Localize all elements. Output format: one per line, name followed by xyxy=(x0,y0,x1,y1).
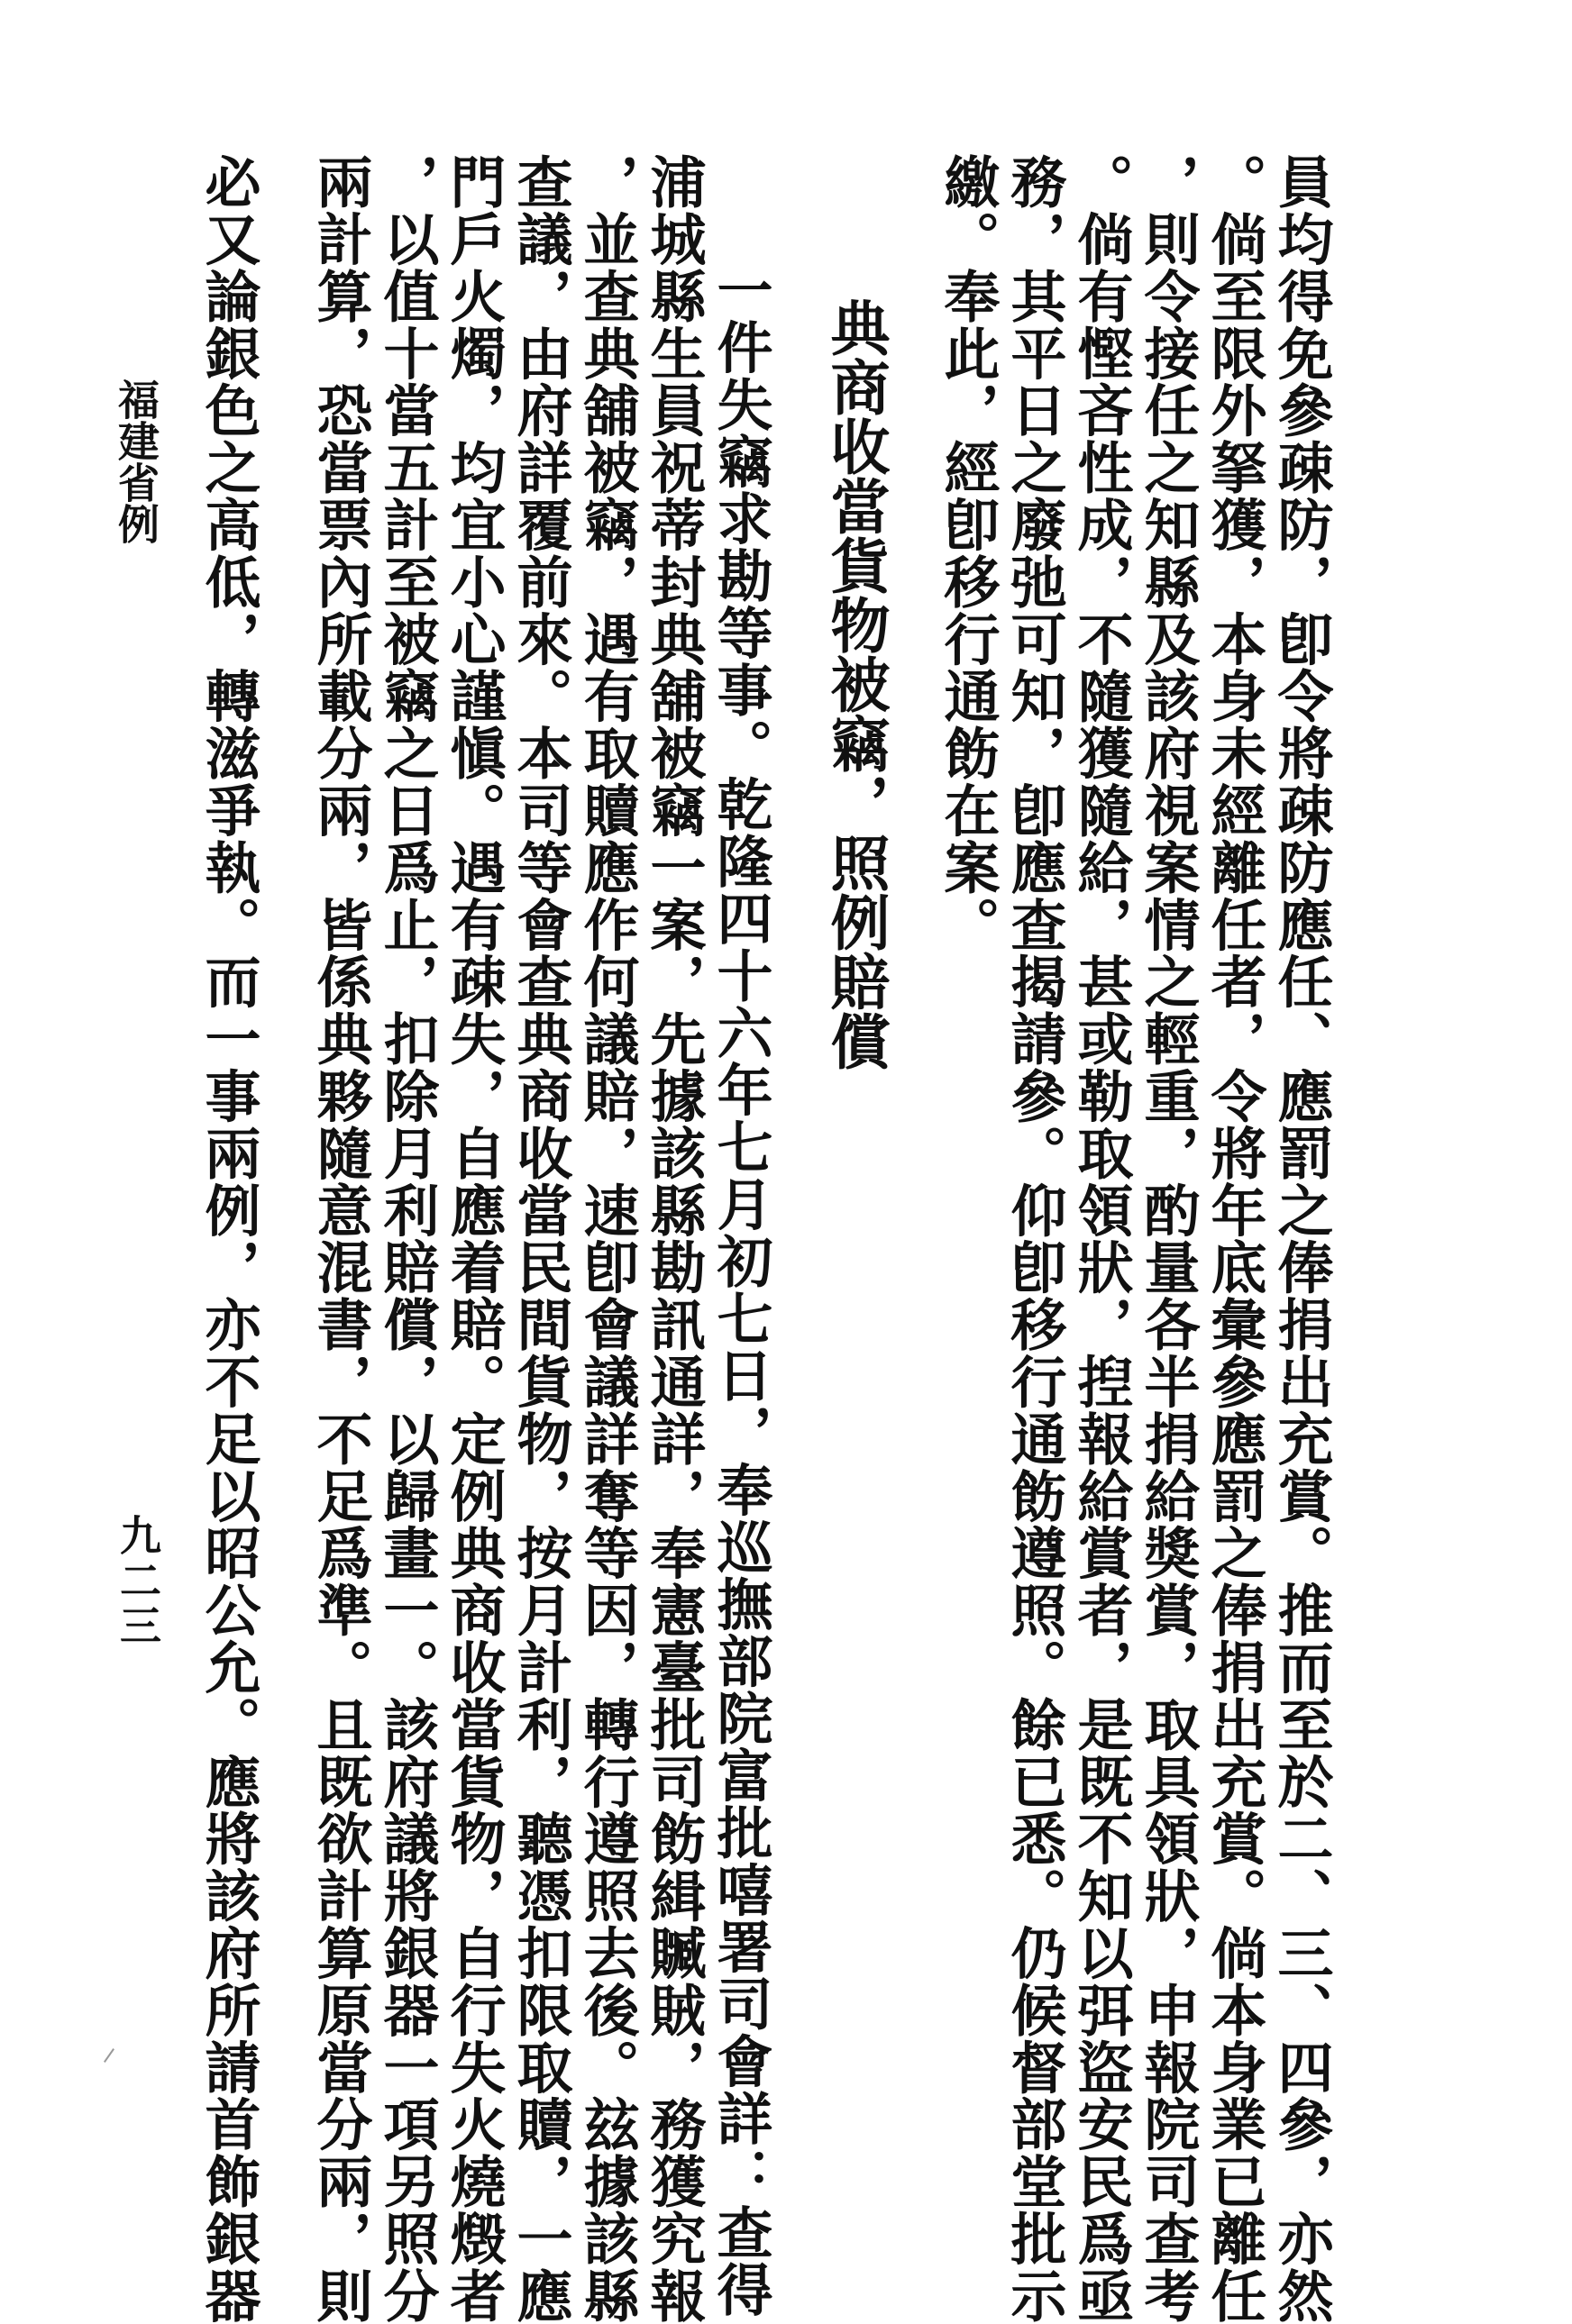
text-column-prev-3: ，則令接任之知縣及該府視案情之輕重，酌量各半捐給獎賞，取具領狀，申報院司查考 xyxy=(1135,153,1201,2324)
text-column-body-5: 門戶火燭，均宜小心謹愼。遇有疎失，自應着賠。定例典商收當貨物，自行失火燒燬者 xyxy=(441,153,507,2324)
text-column-body-7: 兩計算，恐當票內所載分兩，皆係典夥隨意混書，不足爲準。且既欲計算原當分兩，則 xyxy=(307,153,373,2324)
text-column-prev-2: 。倘至限外拏獲，本身未經離任者，令將年底彙參應罰之俸捐出充賞。倘本身業已離任 xyxy=(1202,153,1267,2324)
text-column-body-8: 必又論銀色之高低，轉滋爭執。而一事兩例，亦不足以昭公允。應將該府所請首飾銀器 xyxy=(196,153,261,2324)
text-column-body-3: ，並查典舖被竊，遇有取贖應作何議賠，速卽會議詳奪等因，轉行遵照去後。玆據該縣 xyxy=(574,153,640,2324)
text-column-prev-5: 務，其平日之廢弛可知，卽應查揭請參。仰卽移行通飭遵照。餘已悉。仍候督部堂批示 xyxy=(1001,153,1067,2324)
text-column-body-6: ，以值十當五計至被竊之日爲止，扣除月利賠償，以歸畫一。該府議將銀器一項另照分 xyxy=(374,153,440,2324)
section-heading: 典商收當貨物被竊，照例賠償 xyxy=(820,297,891,1071)
page-number: 九二三 xyxy=(114,1514,162,1649)
text-column-prev-1: 員均得免參疎防，卽令將疎防應任、應罰之俸捐出充賞。推而至於二、三、四參，亦然 xyxy=(1268,153,1334,2324)
text-column-prev-4: 。倘有慳吝性成，不隨獲隨給，甚或勒取領狀，揑報給賞者，是既不知以弭盜安民爲亟 xyxy=(1068,153,1134,2324)
text-column-body-4: 查議，由府詳覆前來。本司等會查典商收當民間貨物，按月計利，聽憑扣限取贖，一應 xyxy=(507,153,573,2324)
scan-speck xyxy=(104,2048,114,2063)
margin-book-title: 福建省例 xyxy=(112,378,160,544)
text-column-body-1: 一件失竊求勘等事。乾隆四十六年七月初七日，奉巡撫部院富批嘻署司會詳：查得 xyxy=(708,261,773,2319)
text-column-prev-6: 繳。奉此，經卽移行通飭在案。 xyxy=(935,153,1001,953)
text-column-body-2: 浦城縣生員祝蒂封典舖被竊一案，先據該縣勘訊通詳，奉憲臺批司飭緝贓賊，務獲究報 xyxy=(641,153,707,2324)
